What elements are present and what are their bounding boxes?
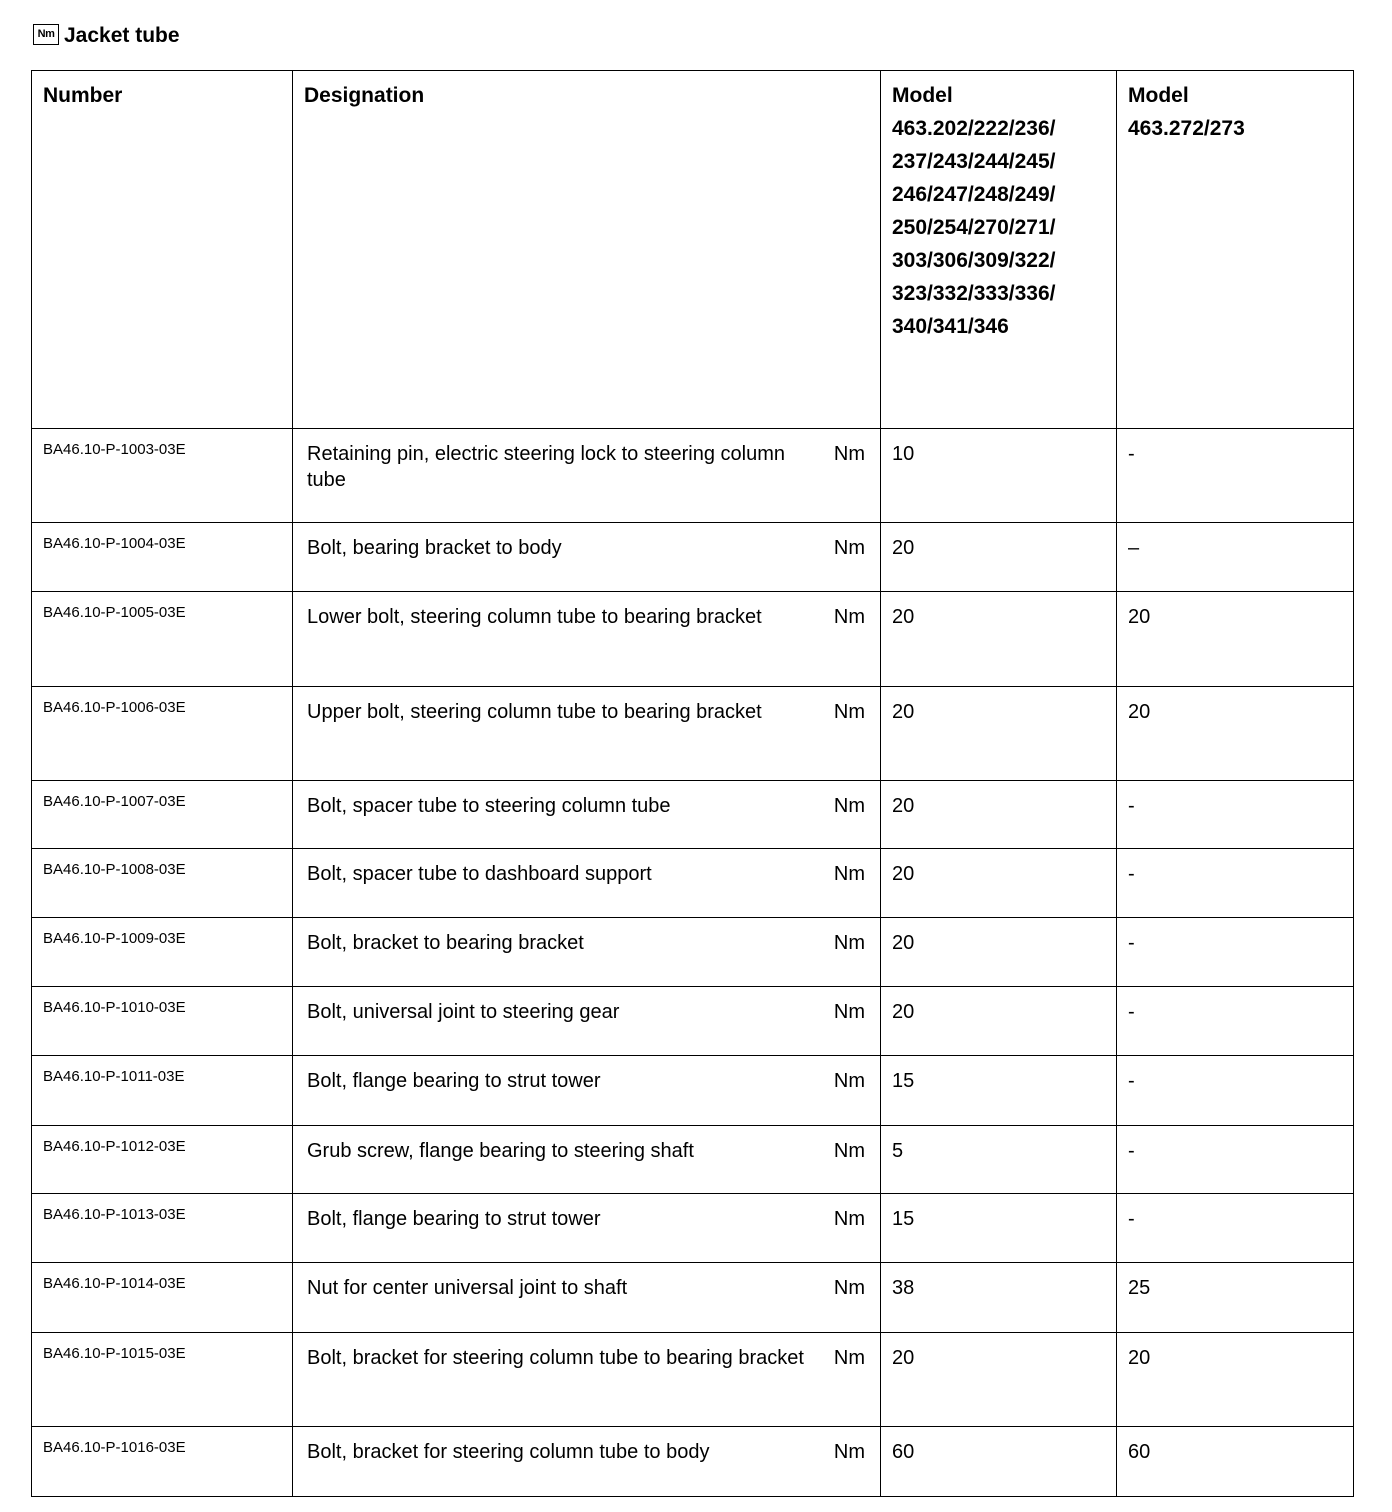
row-model-1-value: 20 xyxy=(892,863,915,885)
header-designation: Designation xyxy=(304,84,425,107)
row-unit: Nm xyxy=(833,606,865,628)
table-row xyxy=(32,987,1354,1056)
model2-cell xyxy=(1117,1126,1354,1194)
designation-cell xyxy=(293,918,881,987)
model1-cell xyxy=(881,1126,1117,1194)
row-number: BA46.10-P-1012-03E xyxy=(43,1138,186,1155)
row-model-1-value: 10 xyxy=(892,443,915,465)
row-unit: Nm xyxy=(833,1140,865,1162)
model1-cell xyxy=(881,1263,1117,1333)
row-number: BA46.10-P-1008-03E xyxy=(43,861,186,878)
row-model-1-value: 20 xyxy=(892,1001,915,1023)
number-cell xyxy=(32,1427,293,1497)
table-row xyxy=(32,1194,1354,1263)
model2-cell xyxy=(1117,1263,1354,1333)
row-number: BA46.10-P-1005-03E xyxy=(43,604,186,621)
row-number: BA46.10-P-1016-03E xyxy=(43,1439,186,1456)
row-unit: Nm xyxy=(833,701,865,723)
row-model-1-value: 20 xyxy=(892,537,915,559)
row-number: BA46.10-P-1009-03E xyxy=(43,930,186,947)
model1-cell xyxy=(881,429,1117,523)
row-unit: Nm xyxy=(833,1208,865,1230)
header-model1-cell xyxy=(881,71,1117,429)
row-designation: Nut for center universal joint to shaft xyxy=(307,1277,628,1299)
row-model-1-value: 20 xyxy=(892,795,915,817)
row-number: BA46.10-P-1011-03E xyxy=(43,1068,185,1085)
designation-cell xyxy=(293,1263,881,1333)
row-unit: Nm xyxy=(833,932,865,954)
row-designation: Bolt, bracket for steering column tube to bearing bracket xyxy=(307,1347,804,1369)
designation-cell xyxy=(293,1427,881,1497)
model2-cell xyxy=(1117,1056,1354,1126)
row-designation: Bolt, flange bearing to strut tower xyxy=(307,1208,601,1230)
table-row xyxy=(32,1263,1354,1333)
row-model-2-value: 60 xyxy=(1128,1441,1151,1463)
model1-cell xyxy=(881,781,1117,849)
row-designation: Bolt, universal joint to steering gear xyxy=(307,1001,620,1023)
header-number: Number xyxy=(43,84,123,107)
torque-table xyxy=(31,70,1354,1497)
model1-cell xyxy=(881,1056,1117,1126)
row-designation: Bolt, spacer tube to dashboard support xyxy=(307,863,652,885)
page-title: Jacket tube xyxy=(64,24,180,47)
row-model-2-value: - xyxy=(1128,1070,1135,1092)
designation-cell xyxy=(293,1056,881,1126)
designation-cell xyxy=(293,1333,881,1427)
table-row xyxy=(32,781,1354,849)
row-unit: Nm xyxy=(833,1277,865,1299)
row-model-1-value: 15 xyxy=(892,1208,915,1230)
model1-cell xyxy=(881,1427,1117,1497)
table-row xyxy=(32,1126,1354,1194)
number-cell xyxy=(32,918,293,987)
model1-cell xyxy=(881,918,1117,987)
row-unit: Nm xyxy=(833,1070,865,1092)
model2-cell xyxy=(1117,1427,1354,1497)
number-cell xyxy=(32,429,293,523)
row-number: BA46.10-P-1003-03E xyxy=(43,441,186,458)
designation-cell xyxy=(293,1194,881,1263)
model2-cell xyxy=(1117,429,1354,523)
number-cell xyxy=(32,687,293,781)
model2-cell xyxy=(1117,1194,1354,1263)
row-model-2-value: - xyxy=(1128,863,1135,885)
row-model-1-value: 20 xyxy=(892,1347,915,1369)
model2-cell xyxy=(1117,523,1354,592)
model1-cell xyxy=(881,849,1117,918)
model2-cell xyxy=(1117,918,1354,987)
row-unit: Nm xyxy=(833,795,865,817)
table-row xyxy=(32,592,1354,687)
table-row xyxy=(32,1333,1354,1427)
model1-cell xyxy=(881,687,1117,781)
model2-cell xyxy=(1117,849,1354,918)
number-cell xyxy=(32,849,293,918)
row-model-1-value: 38 xyxy=(892,1277,915,1299)
row-model-2-value: - xyxy=(1128,1001,1135,1023)
row-model-2-value: - xyxy=(1128,443,1135,465)
model1-cell xyxy=(881,523,1117,592)
row-designation: Bolt, spacer tube to steering column tube xyxy=(307,795,671,817)
number-cell xyxy=(32,523,293,592)
designation-cell xyxy=(293,592,881,687)
row-model-1-value: 15 xyxy=(892,1070,915,1092)
model2-cell xyxy=(1117,592,1354,687)
row-designation: Retaining pin, electric steering lock to steering column tube xyxy=(307,443,786,491)
row-designation: Bolt, bracket for steering column tube to body xyxy=(307,1441,710,1463)
designation-cell xyxy=(293,687,881,781)
model1-cell xyxy=(881,1333,1117,1427)
designation-cell xyxy=(293,781,881,849)
row-unit: Nm xyxy=(833,1441,865,1463)
number-cell xyxy=(32,987,293,1056)
table-row xyxy=(32,849,1354,918)
row-unit: Nm xyxy=(833,537,865,559)
designation-cell xyxy=(293,523,881,592)
row-designation: Upper bolt, steering column tube to bearing bracket xyxy=(307,701,762,723)
table-row xyxy=(32,687,1354,781)
row-unit: Nm xyxy=(833,1347,865,1369)
row-model-2-value: - xyxy=(1128,795,1135,817)
table-row xyxy=(32,429,1354,523)
row-model-1-value: 20 xyxy=(892,701,915,723)
row-model-2-value: - xyxy=(1128,932,1135,954)
row-number: BA46.10-P-1006-03E xyxy=(43,699,186,716)
row-number: BA46.10-P-1015-03E xyxy=(43,1345,186,1362)
model1-cell xyxy=(881,987,1117,1056)
row-designation: Bolt, bearing bracket to body xyxy=(307,537,562,559)
number-cell xyxy=(32,592,293,687)
row-designation: Lower bolt, steering column tube to bearing bracket xyxy=(307,606,762,628)
table-row xyxy=(32,523,1354,592)
designation-cell xyxy=(293,987,881,1056)
row-designation: Grub screw, flange bearing to steering shaft xyxy=(307,1140,694,1162)
model2-cell xyxy=(1117,781,1354,849)
row-model-1-value: 20 xyxy=(892,606,915,628)
row-number: BA46.10-P-1004-03E xyxy=(43,535,186,552)
section-title xyxy=(33,22,180,46)
number-cell xyxy=(32,781,293,849)
row-model-2-value: - xyxy=(1128,1140,1135,1162)
row-number: BA46.10-P-1013-03E xyxy=(43,1206,186,1223)
model2-cell xyxy=(1117,687,1354,781)
row-model-1-value: 60 xyxy=(892,1441,915,1463)
row-model-2-value: - xyxy=(1128,1208,1135,1230)
model2-cell xyxy=(1117,987,1354,1056)
table-row xyxy=(32,1427,1354,1497)
nm-torque-icon: Nm xyxy=(33,24,59,45)
row-designation: Bolt, bracket to bearing bracket xyxy=(307,932,584,954)
header-model2-cell xyxy=(1117,71,1354,429)
row-model-2-value: – xyxy=(1128,537,1140,559)
header-model-1: Model 463.202/222/236/ 237/243/244/245/ 246/247/248/249/ 250/254/270/271/ 303/306/309/322/ 323/332/333/336/ 340/341/346 xyxy=(892,84,1056,338)
header-number-cell xyxy=(32,71,293,429)
row-unit: Nm xyxy=(833,443,865,465)
designation-cell xyxy=(293,429,881,523)
row-unit: Nm xyxy=(833,863,865,885)
table-header-row xyxy=(32,71,1354,429)
row-designation: Bolt, flange bearing to strut tower xyxy=(307,1070,601,1092)
number-cell xyxy=(32,1056,293,1126)
row-unit: Nm xyxy=(833,1001,865,1023)
model1-cell xyxy=(881,1194,1117,1263)
row-model-1-value: 5 xyxy=(892,1140,904,1162)
row-model-2-value: 25 xyxy=(1128,1277,1151,1299)
row-model-2-value: 20 xyxy=(1128,701,1151,723)
row-model-1-value: 20 xyxy=(892,932,915,954)
table-row xyxy=(32,1056,1354,1126)
header-designation-cell xyxy=(293,71,881,429)
number-cell xyxy=(32,1194,293,1263)
number-cell xyxy=(32,1333,293,1427)
designation-cell xyxy=(293,1126,881,1194)
table-row xyxy=(32,918,1354,987)
model2-cell xyxy=(1117,1333,1354,1427)
row-model-2-value: 20 xyxy=(1128,606,1151,628)
row-number: BA46.10-P-1014-03E xyxy=(43,1275,186,1292)
number-cell xyxy=(32,1126,293,1194)
row-number: BA46.10-P-1010-03E xyxy=(43,999,186,1016)
model1-cell xyxy=(881,592,1117,687)
header-model-2: Model 463.272/273 xyxy=(1128,84,1245,140)
designation-cell xyxy=(293,849,881,918)
number-cell xyxy=(32,1263,293,1333)
row-model-2-value: 20 xyxy=(1128,1347,1151,1369)
row-number: BA46.10-P-1007-03E xyxy=(43,793,186,810)
